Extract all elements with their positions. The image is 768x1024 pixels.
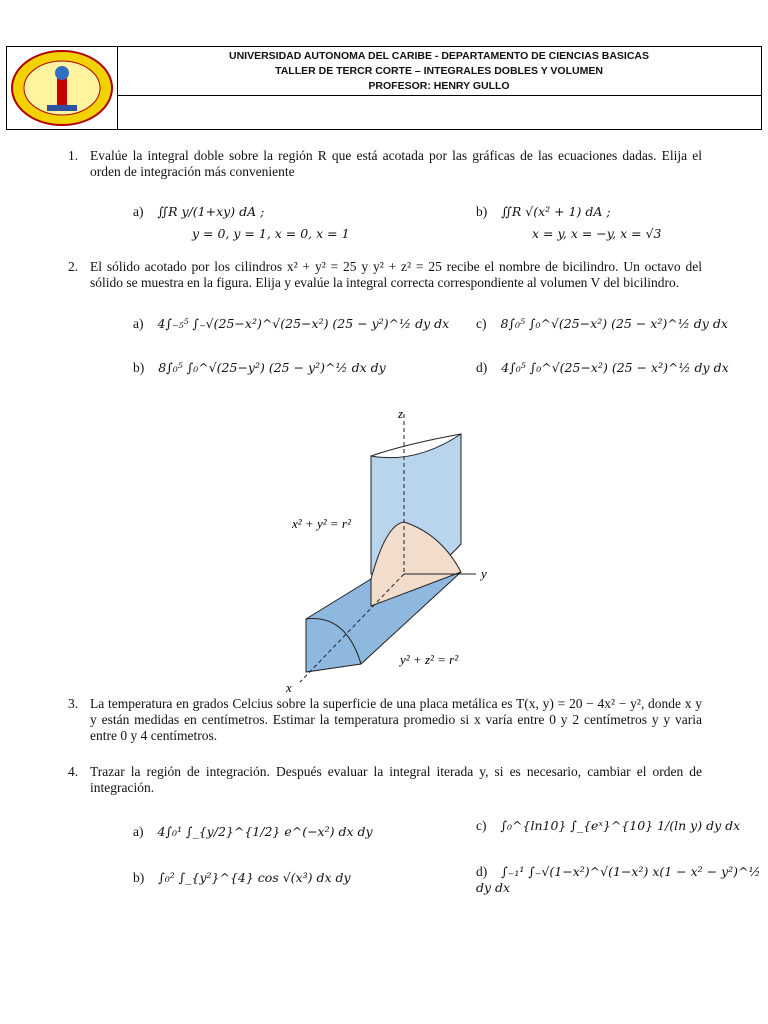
question-2	[68, 259, 702, 291]
header-line3: PROFESOR: HENRY GULLO	[368, 80, 510, 92]
q2-option-c: c) 8∫₀⁵ ∫₀^√(25−x²) (25 − x²)^½ dy dx	[476, 316, 728, 331]
q2-option-d: d) 4∫₀⁵ ∫₀^√(25−x²) (25 − x²)^½ dy dx	[476, 360, 729, 375]
university-logo	[7, 47, 118, 129]
q1-a-bounds: y = 0, y = 1, x = 0, x = 1	[192, 226, 350, 241]
y-axis-label: y	[481, 566, 487, 581]
question-number: 4.	[68, 764, 79, 779]
question-text: Evalúe la integral doble sobre la región R que está acotada por las gráficas de las ecuaciones dadas. Elija el orden de integración más conveniente	[90, 148, 702, 179]
header-table	[6, 46, 762, 130]
header-line1: UNIVERSIDAD AUTONOMA DEL CARIBE - DEPARTAMENTO DE CIENCIAS BASICAS	[228, 50, 650, 62]
q2-option-b: b) 8∫₀⁵ ∫₀^√(25−y²) (25 − y²)^½ dx dy	[133, 360, 386, 375]
question-number: 3.	[68, 696, 79, 711]
header-titles	[117, 47, 761, 96]
q4-option-d: d) ∫₋₁¹ ∫₋√(1−x²)^√(1−x²) x(1 − x² − y²)^½ dy dx	[476, 864, 761, 895]
question-1	[68, 148, 702, 180]
q4-option-b: b) ∫₀² ∫_{y²}^{4} cos √(x³) dx dy	[133, 870, 351, 885]
q4-option-c: c) ∫₀^{ln10} ∫_{eˣ}^{10} 1/(ln y) dy dx	[476, 818, 741, 833]
question-3	[68, 696, 702, 744]
q1-option-a: a) ∬R y/(1+xy) dA ;	[133, 204, 265, 219]
q1-a-expression: ∬R y/(1+xy) dA ;	[157, 204, 265, 219]
question-text: Trazar la región de integración. Después evaluar la integral iterada y, si es necesario, cambiar el orden de integración.	[90, 764, 702, 795]
q1-option-b: b) ∬R √(x² + 1) dA ;	[476, 204, 611, 219]
z-axis-label: z	[398, 406, 404, 421]
question-number: 2.	[68, 259, 79, 274]
x-axis-label: x	[286, 680, 292, 695]
q4-option-a: a) 4∫₀¹ ∫_{y/2}^{1/2} e^(−x²) dx dy	[133, 824, 373, 839]
question-4	[68, 764, 702, 796]
q2-option-a: a) 4∫₋₅⁵ ∫₋√(25−x²)^√(25−x²) (25 − y²)^½ dy dx	[133, 316, 450, 331]
q1-b-expression: ∬R √(x² + 1) dA ;	[501, 204, 611, 219]
header-line2: TALLER DE TERCR CORTE – INTEGRALES DOBLES Y VOLUMEN	[275, 65, 603, 77]
bicylinder-figure	[276, 404, 526, 696]
question-number: 1.	[68, 148, 79, 163]
question-text: La temperatura en grados Celcius sobre la superficie de una placa metálica es T(x, y) = 20 − 4x² − y², donde x y y están medidas en centímetros. Estimar la temperatura promedio si x varía entre 0 y 2 centímetros y y varia entre 0 y 4 centímetros.	[90, 696, 702, 743]
question-text: El sólido acotado por los cilindros x² + y² = 25 y y² + z² = 25 recibe el nombre de bicilindro. Un octavo del sólido se muestra en la figura. Elija y evalúe la integral correcta correspondiente al volumen V del bicilindro.	[90, 259, 702, 290]
equation-2: y² + z² = r²	[400, 652, 459, 667]
q1-b-bounds: x = y, x = −y, x = √3	[532, 226, 662, 241]
equation-1: x² + y² = r²	[292, 516, 351, 531]
